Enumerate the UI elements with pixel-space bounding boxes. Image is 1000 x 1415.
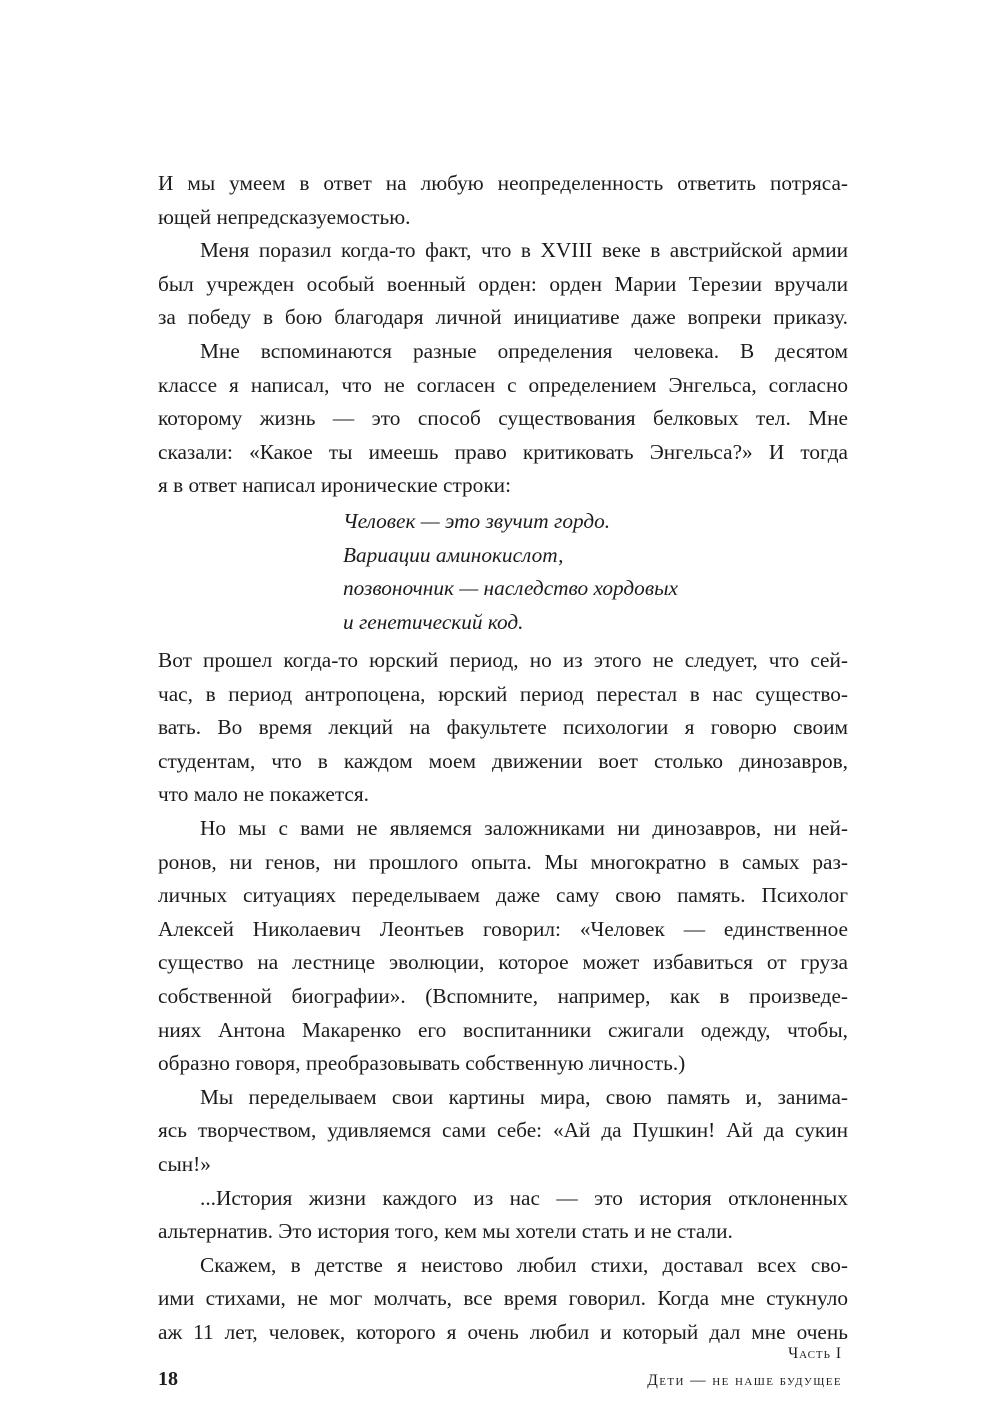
text-line: я в ответ написал иронические строки: <box>158 473 511 498</box>
paragraph <box>158 1182 848 1249</box>
text-line: аж 11 лет, человек, которого я очень любил и который дал мне очень <box>158 1319 848 1344</box>
paragraph <box>158 167 848 234</box>
text-line: образно говоря, преобразовывать собственную личность.) <box>158 1051 686 1076</box>
text-line: ясь творчеством, удивляемся сами себе: «Ай да Пушкин! Ай да сукин <box>158 1118 848 1143</box>
text-line: час, в период антропоцена, юрский период перестал в нас существо- <box>158 681 848 706</box>
text-line: студентам, что в каждом моем движении воет столько динозавров, <box>158 748 848 773</box>
text-line: Вот прошел когда-то юрский период, но из этого не следует, что сей- <box>158 648 848 672</box>
paragraph <box>158 1081 848 1182</box>
paragraph <box>158 1249 848 1350</box>
text-line: ронов, ни генов, ни прошлого опыта. Мы многократно в самых раз- <box>158 849 848 874</box>
text-line: вать. Во время лекций на факультете психологии я говорю своим <box>158 715 848 740</box>
verse-line: и генетический код. <box>343 609 524 634</box>
page-number: 18 <box>158 1368 178 1390</box>
body-text-top <box>158 167 848 503</box>
text-line: Меня поразил когда-то факт, что в XVIII веке в австрийской армии <box>200 238 848 263</box>
text-line: существо на лестнице эволюции, которое может избавиться от груза <box>158 950 848 975</box>
text-line: которому жизнь — это способ существования белковых тел. Мне <box>158 406 848 431</box>
verse-line: Человек — это звучит гордо. <box>343 509 611 533</box>
text-line: Мы переделываем свои картины мира, свою память и, занима- <box>200 1084 848 1109</box>
verse-line: Вариации аминокислот, <box>343 542 564 567</box>
paragraph <box>158 335 848 503</box>
text-line: классе я написал, что не согласен с определением Энгельса, согласно <box>158 372 848 397</box>
text-line: был учрежден особый военный орден: орден Марии Терезии вручали <box>158 271 848 296</box>
text-line: сын!» <box>158 1151 211 1176</box>
poem-verse <box>343 505 678 639</box>
text-line: ниях Антона Макаренко его воспитанники сжигали одежду, чтобы, <box>158 1017 848 1042</box>
text-line: за победу в бою благодаря личной инициативе даже вопреки приказу. <box>158 305 848 330</box>
text-line: ими стихами, не мог молчать, все время говорил. Когда мне стукнуло <box>158 1286 848 1311</box>
text-line: Но мы с вами не являемся заложниками ни динозавров, ни ней- <box>200 815 848 840</box>
paragraph <box>158 812 848 1081</box>
text-line: Скажем, в детстве я неистово любил стихи, доставал всех сво- <box>200 1252 848 1277</box>
text-line: Мне вспоминаются разные определения человека. В десятом <box>200 338 848 363</box>
running-footer-part: Часть I <box>788 1345 842 1362</box>
verse-line: позвоночник — наследство хордовых <box>343 576 678 600</box>
text-line: сказали: «Какое ты имеешь право критиковать Энгельса?» И тогда <box>158 439 848 464</box>
text-line: Алексей Николаевич Леонтьев говорил: «Человек — единственное <box>158 916 848 941</box>
paragraph <box>158 644 848 812</box>
text-line: что мало не покажется. <box>158 782 370 807</box>
running-footer-title: Дети — не наше будущее <box>647 1372 842 1389</box>
text-line: ющей непредсказуемостью. <box>158 204 411 229</box>
text-line: собственной биографии». (Вспомните, например, как в произведе- <box>158 983 848 1008</box>
text-line: ...История жизни каждого из нас — это история отклоненных <box>200 1185 848 1210</box>
text-line: личных ситуациях переделываем даже саму свою память. Психолог <box>158 883 848 908</box>
body-text-bottom <box>158 644 848 1349</box>
paragraph <box>158 234 848 335</box>
text-line: альтернатив. Это история того, кем мы хотели стать и не стали. <box>158 1219 733 1244</box>
text-line: И мы умеем в ответ на любую неопределенность ответить потряса- <box>158 171 848 195</box>
